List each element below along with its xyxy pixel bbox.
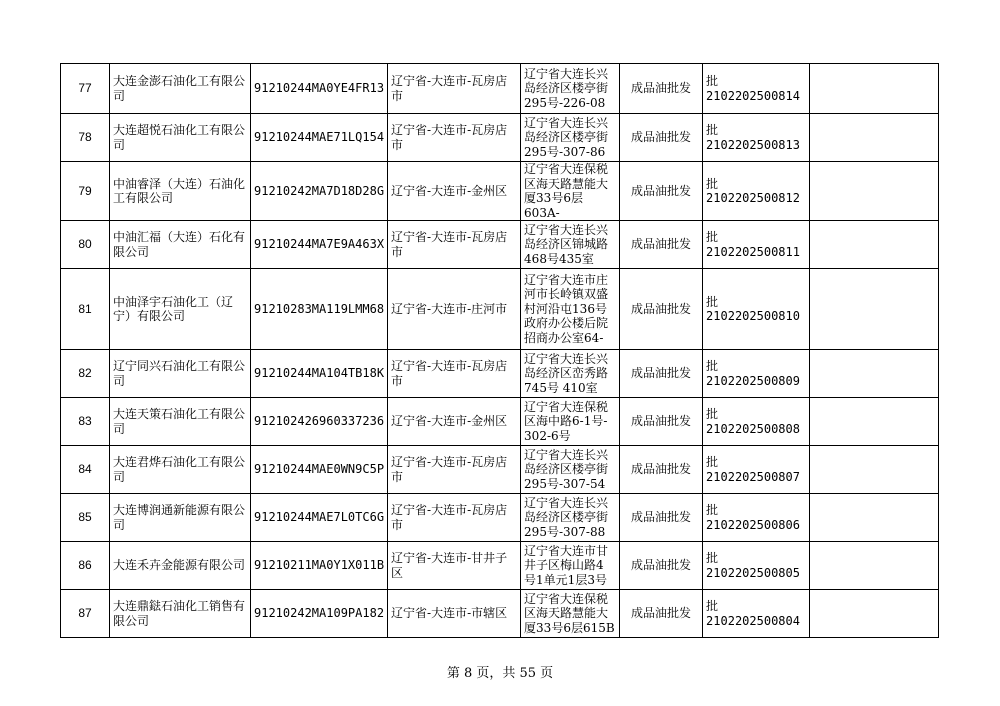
- note-cell: [810, 398, 939, 446]
- address: 辽宁省大连长兴 岛经济区楼亭街 295号-307-88: [521, 494, 620, 542]
- credit-code: 912102426960337236: [251, 398, 388, 446]
- address: 辽宁省大连保税 区海天路慧能大 厦33号6层603A-: [521, 162, 620, 221]
- note-cell: [810, 162, 939, 221]
- note-cell: [810, 269, 939, 350]
- table-row: [61, 590, 939, 638]
- row-number: 83: [61, 398, 110, 446]
- company-name: 中油睿泽（大连）石油化工有限公司: [110, 162, 251, 221]
- credit-code: 91210244MA7E9A463X: [251, 221, 388, 269]
- business-type: 成品油批发: [620, 398, 703, 446]
- region: 辽宁省-大连市-市辖区: [388, 590, 521, 638]
- row-number: 78: [61, 114, 110, 162]
- business-type: 成品油批发: [620, 221, 703, 269]
- address: 辽宁省大连市庄 河市长岭镇双盛 村河沿屯136号 政府办公楼后院 招商办公室64-: [521, 269, 620, 350]
- table-row: [61, 269, 939, 350]
- address: 辽宁省大连市甘 井子区梅山路4 号1单元1层3号: [521, 542, 620, 590]
- region: 辽宁省-大连市-瓦房店市: [388, 221, 521, 269]
- address: 辽宁省大连保税 区海中路6-1号- 302-6号: [521, 398, 620, 446]
- credit-code: 91210242MA109PA182: [251, 590, 388, 638]
- permit-number: 批2102202500810: [703, 269, 810, 350]
- row-number: 85: [61, 494, 110, 542]
- table-row: [61, 494, 939, 542]
- business-type: 成品油批发: [620, 542, 703, 590]
- credit-code: 91210244MA104TB18K: [251, 350, 388, 398]
- company-name: 大连博润通新能源有限公司: [110, 494, 251, 542]
- credit-code: 91210244MA0YE4FR13: [251, 64, 388, 114]
- company-name: 辽宁同兴石油化工有限公司: [110, 350, 251, 398]
- page-number: 第 8 页，共 55 页: [446, 666, 554, 681]
- business-type: 成品油批发: [620, 269, 703, 350]
- address: 辽宁省大连长兴 岛经济区峦秀路 745号 410室: [521, 350, 620, 398]
- row-number: 82: [61, 350, 110, 398]
- table-row: [61, 114, 939, 162]
- business-type: 成品油批发: [620, 494, 703, 542]
- table-row: [61, 446, 939, 494]
- region: 辽宁省-大连市-金州区: [388, 398, 521, 446]
- permit-number: 批2102202500805: [703, 542, 810, 590]
- note-cell: [810, 114, 939, 162]
- credit-code: 91210283MA119LMM68: [251, 269, 388, 350]
- region: 辽宁省-大连市-甘井子区: [388, 542, 521, 590]
- row-number: 77: [61, 64, 110, 114]
- company-name: 大连超悦石油化工有限公司: [110, 114, 251, 162]
- company-name: 中油汇福（大连）石化有限公司: [110, 221, 251, 269]
- table-row: [61, 350, 939, 398]
- note-cell: [810, 494, 939, 542]
- row-number: 79: [61, 162, 110, 221]
- permit-number: 批2102202500814: [703, 64, 810, 114]
- region: 辽宁省-大连市-瓦房店市: [388, 446, 521, 494]
- company-name: 大连鼎鍅石油化工销售有限公司: [110, 590, 251, 638]
- table-row: [61, 221, 939, 269]
- region: 辽宁省-大连市-瓦房店市: [388, 114, 521, 162]
- address: 辽宁省大连长兴 岛经济区楼亭街 295号-307-86: [521, 114, 620, 162]
- region: 辽宁省-大连市-庄河市: [388, 269, 521, 350]
- note-cell: [810, 221, 939, 269]
- credit-code: 91210244MAE7L0TC6G: [251, 494, 388, 542]
- permit-number: 批2102202500807: [703, 446, 810, 494]
- permit-number: 批2102202500813: [703, 114, 810, 162]
- address: 辽宁省大连保税 区海天路慧能大 厦33号6层615B: [521, 590, 620, 638]
- permit-number: 批2102202500811: [703, 221, 810, 269]
- note-cell: [810, 350, 939, 398]
- credit-code: 91210244MAE0WN9C5P: [251, 446, 388, 494]
- table-row: [61, 64, 939, 114]
- region: 辽宁省-大连市-瓦房店市: [388, 494, 521, 542]
- note-cell: [810, 590, 939, 638]
- business-type: 成品油批发: [620, 590, 703, 638]
- row-number: 81: [61, 269, 110, 350]
- enterprise-table: [60, 63, 939, 638]
- credit-code: 91210244MAE71LQ154: [251, 114, 388, 162]
- region: 辽宁省-大连市-金州区: [388, 162, 521, 221]
- business-type: 成品油批发: [620, 64, 703, 114]
- note-cell: [810, 542, 939, 590]
- company-name: 大连禾卉金能源有限公司: [110, 542, 251, 590]
- table-row: [61, 398, 939, 446]
- credit-code: 91210211MA0Y1X011B: [251, 542, 388, 590]
- permit-number: 批2102202500804: [703, 590, 810, 638]
- business-type: 成品油批发: [620, 162, 703, 221]
- row-number: 80: [61, 221, 110, 269]
- company-name: 大连金澎石油化工有限公司: [110, 64, 251, 114]
- credit-code: 91210242MA7D18D28G: [251, 162, 388, 221]
- table-row: [61, 542, 939, 590]
- row-number: 86: [61, 542, 110, 590]
- business-type: 成品油批发: [620, 446, 703, 494]
- note-cell: [810, 64, 939, 114]
- company-name: 大连天策石油化工有限公司: [110, 398, 251, 446]
- address: 辽宁省大连长兴 岛经济区锦城路 468号435室: [521, 221, 620, 269]
- note-cell: [810, 446, 939, 494]
- permit-number: 批2102202500806: [703, 494, 810, 542]
- row-number: 84: [61, 446, 110, 494]
- permit-number: 批2102202500809: [703, 350, 810, 398]
- region: 辽宁省-大连市-瓦房店市: [388, 350, 521, 398]
- company-name: 大连君烨石油化工有限公司: [110, 446, 251, 494]
- row-number: 87: [61, 590, 110, 638]
- table-row: [61, 162, 939, 221]
- permit-number: 批2102202500812: [703, 162, 810, 221]
- business-type: 成品油批发: [620, 350, 703, 398]
- address: 辽宁省大连长兴 岛经济区楼亭街 295号-307-54: [521, 446, 620, 494]
- permit-number: 批2102202500808: [703, 398, 810, 446]
- company-name: 中油泽宇石油化工（辽宁）有限公司: [110, 269, 251, 350]
- address: 辽宁省大连长兴 岛经济区楼亭街 295号-226-08: [521, 64, 620, 114]
- business-type: 成品油批发: [620, 114, 703, 162]
- region: 辽宁省-大连市-瓦房店市: [388, 64, 521, 114]
